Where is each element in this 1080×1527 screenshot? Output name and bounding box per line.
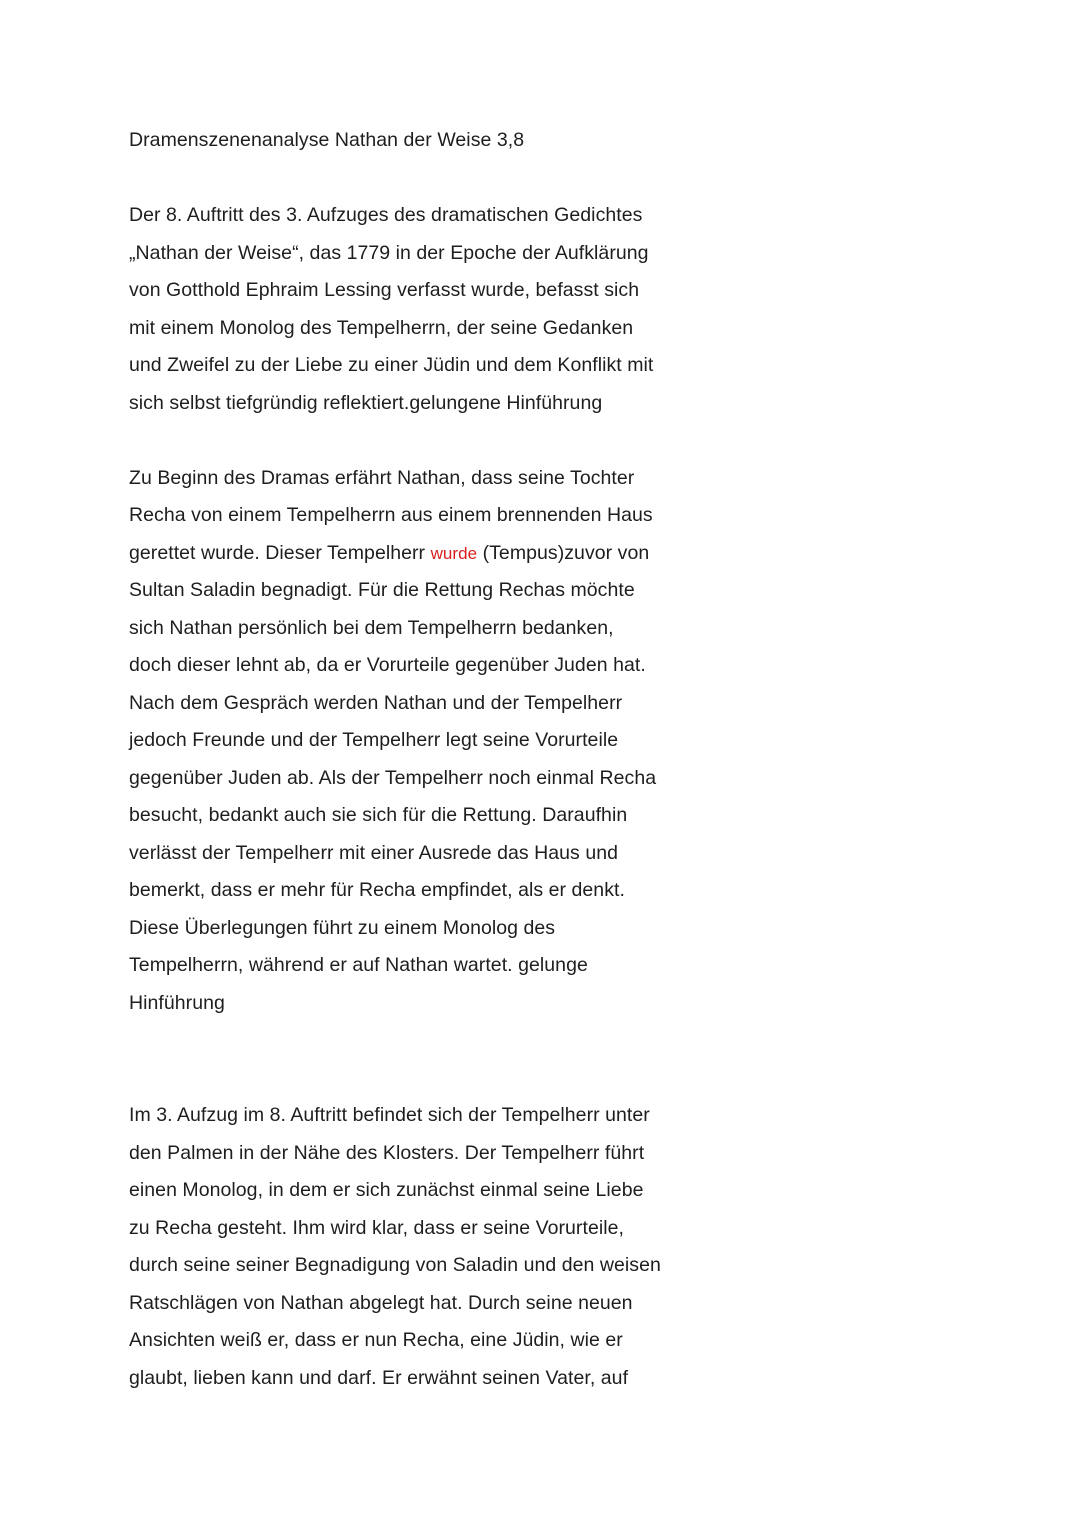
spacer <box>129 422 729 460</box>
document-body <box>129 122 729 1397</box>
spacer <box>129 160 729 198</box>
text-line: bemerkt, dass er mehr für Recha empfindet, als er denkt. <box>129 879 625 901</box>
text-fragment: gerettet wurde. Dieser Tempelherr <box>129 541 431 564</box>
paragraph-introduction <box>129 197 729 422</box>
text-line: Hinführung <box>129 991 225 1014</box>
text-line: durch seine seiner Begnadigung von Saladin und den weisen <box>129 1254 661 1276</box>
text-line: den Palmen in der Nähe des Klosters. Der Tempelherr führt <box>129 1141 645 1164</box>
spacer <box>129 1022 729 1097</box>
text-line: einen Monolog, in dem er sich zunächst einmal seine Liebe <box>129 1179 644 1201</box>
text-line: Ratschlägen von Nathan abgelegt hat. Durch seine neuen <box>129 1291 633 1314</box>
text-line: Recha von einem Tempelherrn aus einem brennenden Haus <box>129 504 653 526</box>
text-line: Zu Beginn des Dramas erfährt Nathan, dass seine Tochter <box>129 466 635 489</box>
text-line: zu Recha gesteht. Ihm wird klar, dass er seine Vorurteile, <box>129 1216 624 1239</box>
text-line: und Zweifel zu der Liebe zu einer Jüdin und dem Konflikt mit <box>129 354 654 376</box>
text-line: Im 3. Aufzug im 8. Auftritt befindet sich der Tempelherr unter <box>129 1104 650 1126</box>
paragraph-analysis <box>129 1097 729 1397</box>
text-line: Diese Überlegungen führt zu einem Monolog des <box>129 916 556 939</box>
paragraph-context <box>129 460 729 1023</box>
text-line: Sultan Saladin begnadigt. Für die Rettung Rechas möchte <box>129 579 635 601</box>
text-line: jedoch Freunde und der Tempelherr legt seine Vorurteile <box>129 729 619 751</box>
text-line-with-correction <box>129 535 729 573</box>
text-fragment: (Tempus)zuvor von <box>477 541 650 564</box>
text-line: von Gotthold Ephraim Lessing verfasst wurde, befasst sich <box>129 279 640 301</box>
text-line: sich selbst tiefgründig reflektiert.gelungene Hinführung <box>129 391 603 414</box>
text-line: glaubt, lieben kann und darf. Er erwähnt seinen Vater, auf <box>129 1366 629 1389</box>
text-line: Tempelherrn, während er auf Nathan wartet. gelunge <box>129 954 588 976</box>
text-line: Nach dem Gespräch werden Nathan und der Tempelherr <box>129 691 623 714</box>
teacher-correction: wurde <box>430 543 478 563</box>
text-line: „Nathan der Weise“, das 1779 in der Epoche der Aufklärung <box>129 241 649 264</box>
text-line: mit einem Monolog des Tempelherrn, der seine Gedanken <box>129 316 634 339</box>
text-line: gegenüber Juden ab. Als der Tempelherr noch einmal Recha <box>129 766 657 789</box>
text-line: Ansichten weiß er, dass er nun Recha, eine Jüdin, wie er <box>129 1329 623 1351</box>
document-title: Dramenszenenanalyse Nathan der Weise 3,8 <box>129 129 525 151</box>
text-line: Der 8. Auftritt des 3. Aufzuges des dramatischen Gedichtes <box>129 204 643 226</box>
text-line: doch dieser lehnt ab, da er Vorurteile gegenüber Juden hat. <box>129 654 646 676</box>
text-line: sich Nathan persönlich bei dem Tempelherrn bedanken, <box>129 616 614 639</box>
text-line: verlässt der Tempelherr mit einer Ausrede das Haus und <box>129 841 618 864</box>
text-line: besucht, bedankt auch sie sich für die Rettung. Daraufhin <box>129 804 628 826</box>
